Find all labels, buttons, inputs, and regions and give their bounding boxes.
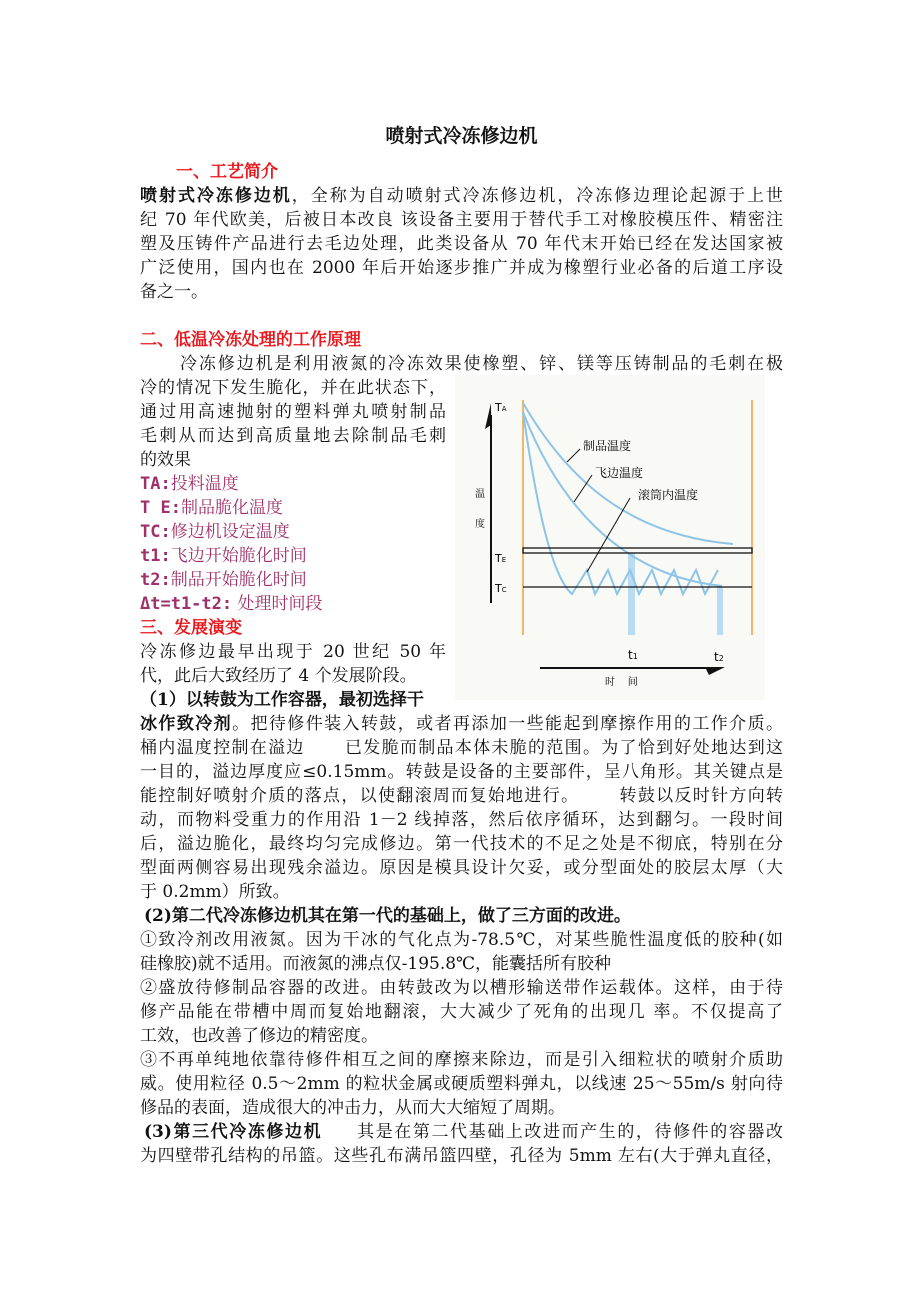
figure-svg xyxy=(455,375,765,700)
stage1-heading: （1）以转鼓为工作容器，最初选择干 xyxy=(140,690,424,710)
t2-marker-bar xyxy=(717,587,723,635)
te-sub: E xyxy=(501,556,507,564)
paragraph-line: 一目的，溢边厚度应≤0.15mm。转鼓是设备的主要部件，呈八角形。其关键点是 xyxy=(140,762,783,782)
paragraph-line: 能控制好喷射介质的落点，以使翻滚周而复始地进行。 转鼓以反时针方向转 xyxy=(140,786,783,806)
ta-sub: A xyxy=(501,405,507,413)
t2-sub: 2 xyxy=(718,654,724,663)
def-key: T E: xyxy=(140,498,181,518)
te-label xyxy=(494,552,506,565)
paragraph-line: 广泛使用，国内也在 2000 年后开始逐步推广并成为橡塑行业必备的后道工序设 xyxy=(140,258,783,278)
text: 其是在第二代基础上改进而产生的，待修件的容器改 xyxy=(322,1122,783,1142)
tc-main: T xyxy=(495,582,502,595)
ta-label xyxy=(494,401,507,414)
t1-main: t xyxy=(628,648,633,662)
def-value: 投料温度 xyxy=(170,474,239,494)
document-title: 喷射式冷冻修边机 xyxy=(385,125,538,147)
paragraph-line: 毛刺从而达到高质量地去除制品毛刺 xyxy=(140,426,446,446)
y-label-2: 度 xyxy=(475,519,485,530)
paragraph-line: 备之一。 xyxy=(140,282,208,302)
temperature-time-figure xyxy=(455,375,765,700)
paragraph-line: 动，而物料受重力的作用沿 1－2 线掉落，然后依序循环，达到翻匀。一段时间 xyxy=(140,810,783,830)
t2-label xyxy=(714,650,724,664)
def-value: 修边机设定温度 xyxy=(170,522,290,542)
paragraph-line: 修品的表面，造成很大的冲击力，从而大大缩短了周期。 xyxy=(140,1098,565,1118)
paragraph-line: 后，溢边脆化，最终均匀完成修边。第一代技术的不足之处是不彻底，特别在分 xyxy=(140,834,783,854)
paragraph-line: 硅橡胶)就不适用。而液氮的沸点仅-195.8℃，能囊括所有胶种 xyxy=(140,954,612,974)
t2-main: t xyxy=(714,650,719,664)
te-band xyxy=(523,548,752,553)
text: ，全称为自动喷射式冷冻修边机，冷冻修边理论起源于上世 xyxy=(291,186,783,206)
paragraph-line: 于 0.2mm）所致。 xyxy=(140,882,290,902)
product-temp-label: 制品温度 xyxy=(583,439,632,453)
paragraph-line: 桶内温度控制在溢边 已发脆而制品本体未脆的范围。为了恰到好处地达到这 xyxy=(140,738,783,758)
def-value: 制品脆化温度 xyxy=(180,498,283,518)
section2-heading: 二、低温冷冻处理的工作原理 xyxy=(140,330,361,350)
paragraph-line: ①致冷剂改用液氮。因为干冰的气化点为-78.5℃，对某些脆性温度低的胶种(如 xyxy=(140,930,783,950)
stage2-heading: (2)第二代冷冻修边机其在第一代的基础上，做了三方面的改进。 xyxy=(144,906,631,926)
paragraph-line xyxy=(140,712,783,736)
text: 。把待修件装入转鼓，或者再添加一些能起到摩擦作用的工作介质。 xyxy=(232,714,783,734)
flash-temp-label: 飞边温度 xyxy=(595,466,644,480)
paragraph-line: 威。使用粒径 0.5～2mm 的粒状金属或硬质塑料弹丸，以线速 25～55m/s 射向待 xyxy=(140,1074,783,1094)
def-value: 飞边开始脆化时间 xyxy=(170,546,307,566)
stage3-heading: (3)第三代冷冻修边机 xyxy=(144,1122,323,1142)
paragraph-line: 冷冻修边最早出现于 20 世纪 50 年 xyxy=(140,642,446,662)
def-key: TC: xyxy=(140,522,171,542)
paragraph-line: 修产品能在带槽中周而复始地翻滚，大大减少了死角的出现几 率。不仅提高了 xyxy=(140,1002,783,1022)
t1-marker-bar xyxy=(628,553,635,635)
paragraph-line xyxy=(140,1120,783,1144)
lead-bold: 喷射式冷冻修边机 xyxy=(140,186,292,206)
te-main: T xyxy=(495,552,502,565)
paragraph-line: 工效，也改善了修边的精密度。 xyxy=(140,1026,378,1046)
section1-heading: 一、工艺简介 xyxy=(176,162,278,182)
paragraph-line: 塑及压铸件产品进行去毛边处理，此类设备从 70 年代末开始已经在发达国家被 xyxy=(140,234,783,254)
paragraph-line: 的效果 xyxy=(140,450,191,470)
stage1-bold: 冰作致冷剂 xyxy=(140,714,233,734)
paragraph-line: 通过用高速抛射的塑料弹丸喷射制品 xyxy=(140,402,446,422)
x-axis-label: 时 间 xyxy=(605,677,638,688)
paragraph-line: 型面两侧容易出现残余溢边。原因是模具设计欠妥，或分型面处的胶层太厚（大 xyxy=(140,858,783,878)
y-label-1: 温 xyxy=(475,489,485,500)
paragraph-line: ③不再单纯地依靠待修件相互之间的摩擦来除边，而是引入细粒状的喷射介质助 xyxy=(140,1050,783,1070)
tc-sub: C xyxy=(501,586,507,594)
paragraph-line: 代，此后大致经历了 4 个发展阶段。 xyxy=(140,666,417,686)
x-axis-arrow-icon xyxy=(705,667,725,675)
blank-line xyxy=(140,304,783,328)
leader-line xyxy=(567,449,580,462)
def-value: 制品开始脆化时间 xyxy=(170,570,307,590)
y-axis-arrow-icon xyxy=(485,403,491,429)
def-key: TA: xyxy=(140,474,171,494)
paragraph-line: 纪 70 年代欧美，后被日本改良 该设备主要用于替代手工对橡胶模压件、精密注 xyxy=(140,210,783,230)
tc-label xyxy=(494,582,507,595)
section3-heading: 三、发展演变 xyxy=(140,618,242,638)
drum-temp-label: 滚筒内温度 xyxy=(638,488,699,502)
t1-sub: 1 xyxy=(632,652,638,661)
paragraph-line xyxy=(140,184,783,208)
paragraph-line: 为四壁带孔结构的吊篮。这些孔布满吊篮四壁，孔径为 5mm 左右(大于弹丸直径， xyxy=(140,1146,783,1166)
leader-line xyxy=(587,498,630,572)
paragraph-line: ②盛放待修制品容器的改进。由转鼓改为以槽形输送带作运载体。这样，由于待 xyxy=(140,978,783,998)
def-key: t1: xyxy=(140,546,171,566)
paragraph-line: 冷的情况下发生脆化，并在此状态下， xyxy=(140,378,446,398)
paragraph-line: 冷冻修边机是利用液氮的冷冻效果使橡塑、锌、镁等压铸制品的毛刺在极 xyxy=(180,354,783,374)
def-key: t2: xyxy=(140,570,171,590)
def-key: Δt=t1-t2: xyxy=(140,594,233,614)
ta-main: T xyxy=(495,401,502,414)
def-value: 处理时间段 xyxy=(232,594,323,614)
t1-label xyxy=(628,648,638,662)
